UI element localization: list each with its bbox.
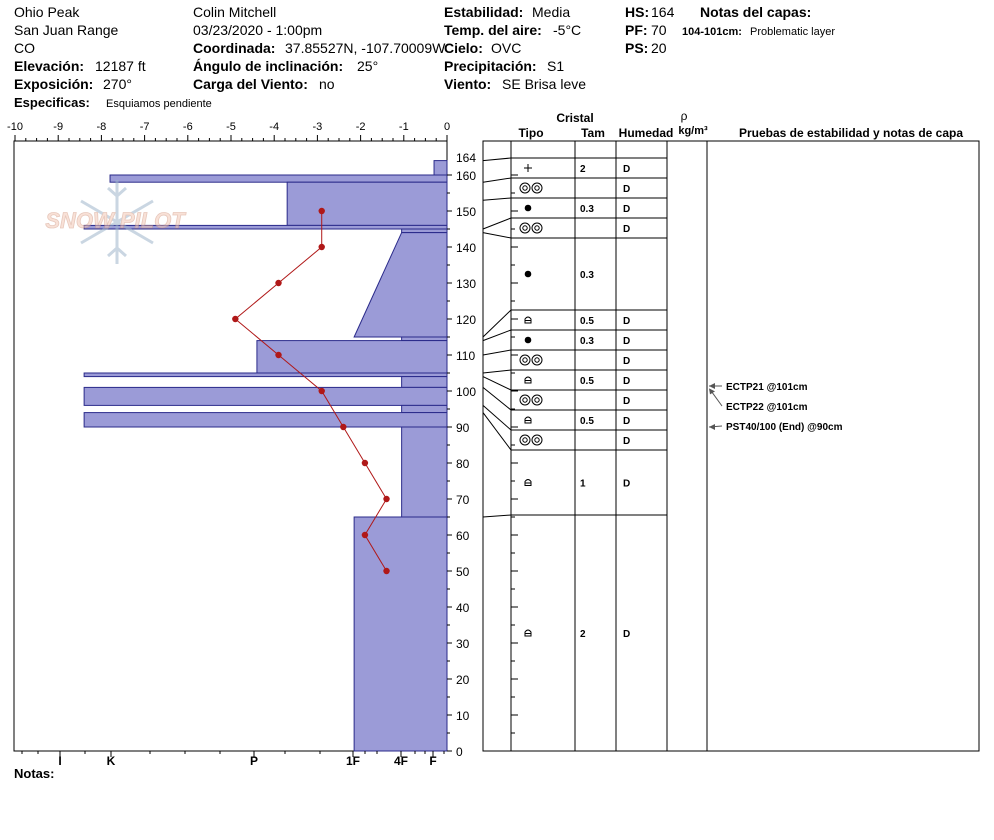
hardness-bar (84, 373, 447, 377)
layer-moisture: D (623, 204, 631, 215)
coord-value: 37.85527N, -107.70009W (285, 40, 446, 56)
ps-value: 20 (651, 40, 667, 56)
layer-size: 0.5 (580, 376, 594, 387)
wind-load-label: Carga del Viento: (193, 76, 308, 92)
melt-forms-icon (520, 355, 542, 365)
sky-value: OVC (491, 40, 522, 56)
wind-value: SE Brisa leve (502, 76, 587, 92)
layer-row (525, 270, 595, 281)
watermark-text: SNOW PILOT (45, 208, 185, 233)
height-tick-label: 160 (456, 169, 477, 183)
hardness-bar (257, 341, 447, 373)
header-density-unit: kg/m³ (678, 125, 708, 137)
layer-size: 0.3 (580, 336, 594, 347)
layer-notes-title: Notas del capas: (700, 4, 812, 20)
melt-forms-icon (520, 183, 542, 193)
row-connector (483, 218, 511, 229)
layer-size: 0.5 (580, 416, 594, 427)
test-arrow-head (709, 383, 715, 389)
ring-inner (535, 358, 539, 362)
hardness-bar (110, 175, 447, 182)
specifics-value: Esquiamos pendiente (106, 98, 212, 110)
header-tests: Pruebas de estabilidad y notas de capa (738, 126, 964, 140)
height-tick-label: 90 (456, 421, 470, 435)
layer-row (525, 336, 631, 347)
layer-row (525, 204, 631, 215)
layer-size: 2 (580, 164, 586, 175)
ring-inner (535, 438, 539, 442)
hardness-bar (354, 517, 447, 751)
layer-size: 0.3 (580, 270, 594, 281)
hardness-bar (402, 377, 447, 388)
ring (520, 223, 530, 233)
temp-tick-label: -5 (226, 121, 236, 133)
layer-moisture: D (623, 356, 631, 367)
row-connector (483, 233, 511, 238)
location-name: Ohio Peak (14, 4, 80, 20)
height-tick-label: 0 (456, 745, 463, 759)
elevation-value: 12187 ft (95, 58, 146, 74)
temperature-point (362, 460, 368, 466)
height-tick-label: 30 (456, 637, 470, 651)
temp-tick-label: -3 (312, 121, 323, 133)
temp-tick-label: -6 (182, 121, 193, 133)
temp-tick-label: -4 (269, 121, 280, 133)
temperature-axis (7, 121, 450, 141)
hardness-bar (287, 182, 447, 225)
ring-inner (523, 226, 527, 230)
ring (532, 355, 542, 365)
header-type: Tipo (518, 126, 544, 140)
layer-note-range: 104-101cm: (682, 26, 742, 38)
layer-row (525, 316, 630, 327)
layer-moisture: D (623, 416, 631, 427)
layer-table (483, 109, 979, 751)
temp-tick-label: -10 (7, 121, 23, 133)
temperature-point (319, 388, 325, 394)
temperature-point (383, 496, 389, 502)
row-connector (483, 158, 511, 161)
precip-value: S1 (547, 58, 565, 74)
height-tick-label: 40 (456, 601, 470, 615)
precip-label: Precipitación: (444, 58, 537, 74)
pf-value: 70 (651, 22, 667, 38)
temp-tick-label: -2 (355, 121, 366, 133)
temp-tick-label: -8 (96, 121, 107, 133)
rounded-grains-dot-icon (525, 337, 532, 344)
header-size: Tam (581, 126, 605, 140)
faceted-crystal-icon (525, 317, 531, 323)
row-connector (483, 370, 511, 373)
ring-inner (523, 186, 527, 190)
test-arrow-head (709, 424, 715, 430)
temperature-point (319, 208, 325, 214)
layer-size: 1 (580, 478, 586, 490)
hardness-bar (84, 387, 447, 405)
temp-tick-label: -9 (53, 121, 64, 133)
elevation-label: Elevación: (14, 58, 85, 74)
hardness-axis (22, 751, 444, 768)
layer-note-text: Problematic layer (750, 26, 835, 38)
aspect-label: Exposición: (14, 76, 94, 92)
temp-tick-label: -7 (139, 121, 150, 133)
height-tick-label: 80 (456, 457, 470, 471)
melt-forms-icon (520, 223, 542, 233)
faceted-crystal-icon (525, 417, 531, 423)
ring-inner (535, 186, 539, 190)
hardness-bar (84, 413, 447, 427)
height-tick-label: 70 (456, 493, 470, 507)
hardness-tick-label: F (429, 754, 437, 768)
layer-table-frame (483, 141, 979, 751)
row-connector (483, 387, 511, 410)
layer-size: 0.5 (580, 316, 594, 327)
test-label: PST40/100 (End) @90cm (726, 422, 843, 433)
observation-datetime: 03/23/2020 - 1:00pm (193, 22, 323, 38)
hardness-profile (84, 161, 447, 751)
ring (520, 183, 530, 193)
ring (532, 223, 542, 233)
hardness-tick-label: 4F (393, 754, 409, 768)
range-name: San Juan Range (14, 22, 119, 38)
row-connector (483, 178, 511, 182)
ring (532, 183, 542, 193)
notes-label: Notas: (14, 766, 55, 781)
header-moisture: Humedad (618, 126, 674, 140)
stability-tests (709, 382, 843, 433)
air-temp-value: -5°C (553, 22, 582, 38)
hs-label: HS: (625, 4, 650, 20)
snowpilot-watermark (45, 180, 186, 264)
faceted-crystal-icon (525, 480, 531, 486)
ring (520, 435, 530, 445)
temp-tick-label: -1 (398, 121, 409, 133)
hardness-tick-label: I (58, 754, 62, 768)
height-tick-label: 50 (456, 565, 470, 579)
slope-label: Ángulo de inclinación: (193, 58, 344, 74)
faceted-crystal-icon (525, 377, 531, 383)
ring-inner (523, 358, 527, 362)
height-tick-label: 100 (456, 385, 477, 399)
hs-value: 164 (651, 4, 675, 20)
rounded-grains-dot-icon (525, 205, 532, 212)
melt-forms-icon (520, 395, 542, 405)
temp-tick-label: 0 (443, 121, 451, 133)
ring-inner (535, 398, 539, 402)
height-tick-label: 10 (456, 709, 470, 723)
test-label: ECTP22 @101cm (726, 402, 808, 413)
ps-label: PS: (625, 40, 649, 56)
pf-label: PF: (625, 22, 648, 38)
stability-test (709, 422, 843, 433)
height-tick-label: 130 (456, 277, 477, 291)
height-tick-label: 110 (456, 349, 476, 363)
header-density-symbol: ρ (680, 109, 688, 123)
temperature-point (383, 568, 389, 574)
stability-test (709, 382, 808, 393)
sky-label: Cielo: (444, 40, 483, 56)
height-tick-label: 60 (456, 529, 470, 543)
new-snow-plus-icon (524, 164, 532, 172)
layer-size: 0.3 (580, 204, 594, 215)
layer-moisture: D (623, 396, 631, 407)
hardness-tick-label: K (106, 754, 116, 768)
temperature-point (340, 424, 346, 430)
row-connector (483, 198, 511, 200)
layer-moisture: D (623, 184, 631, 195)
layer-moisture: D (623, 376, 631, 387)
height-tick-label: 20 (456, 673, 470, 687)
hardness-bar (402, 337, 447, 341)
row-connector (483, 515, 511, 517)
height-tick-label: 150 (456, 205, 477, 219)
ring-inner (523, 438, 527, 442)
wind-load-value: no (319, 76, 335, 92)
row-connector (483, 310, 511, 337)
hardness-bar (402, 427, 447, 517)
layer-size: 2 (580, 629, 586, 640)
aspect-value: 270° (103, 76, 132, 92)
hardness-bar (434, 161, 447, 175)
temperature-point (232, 316, 238, 322)
row-connector (483, 377, 511, 390)
row-connector (483, 350, 511, 355)
hardness-bar (354, 233, 447, 337)
temperature-point (319, 244, 325, 250)
hardness-tick-label: 1F (345, 754, 361, 768)
ring (520, 395, 530, 405)
row-connector (483, 330, 511, 341)
air-temp-label: Temp. del aire: (444, 22, 542, 38)
ring (532, 395, 542, 405)
state-name: CO (14, 40, 35, 56)
hardness-bar (402, 229, 447, 233)
layer-moisture: D (623, 316, 631, 327)
observer-name: Colin Mitchell (193, 4, 277, 20)
ring-inner (535, 226, 539, 230)
temperature-point (362, 532, 368, 538)
ring (520, 355, 530, 365)
melt-forms-icon (520, 435, 542, 445)
wind-label: Viento: (444, 76, 492, 92)
header-crystal: Cristal (556, 111, 594, 125)
layer-moisture: D (623, 336, 631, 347)
layer-row (524, 164, 630, 175)
stability-label: Estabilidad: (444, 4, 524, 20)
stability-value: Media (532, 4, 571, 20)
ring (532, 435, 542, 445)
temperature-point (275, 352, 281, 358)
layer-row (525, 416, 630, 427)
height-tick-label: 140 (456, 241, 477, 255)
ring-inner (523, 398, 527, 402)
layer-moisture: D (623, 164, 631, 175)
faceted-crystal-icon (525, 630, 531, 636)
specifics-label: Especificas: (14, 95, 90, 110)
rounded-grains-dot-icon (525, 271, 532, 278)
height-top-label: 164 (456, 151, 477, 165)
layer-row (525, 376, 630, 387)
hardness-bar (402, 405, 447, 412)
temperature-point (275, 280, 281, 286)
coord-label: Coordinada: (193, 40, 276, 56)
layer-moisture: D (623, 629, 631, 640)
layer-row (525, 479, 630, 490)
test-arrow-head (709, 388, 715, 394)
layer-moisture: D (623, 436, 631, 447)
slope-value: 25° (357, 58, 379, 74)
layer-moisture: D (623, 224, 631, 235)
height-tick-label: 120 (456, 313, 477, 327)
test-label: ECTP21 @101cm (726, 382, 808, 393)
layer-row (525, 629, 630, 640)
hardness-tick-label: P (249, 754, 259, 768)
layer-moisture: D (623, 478, 631, 490)
